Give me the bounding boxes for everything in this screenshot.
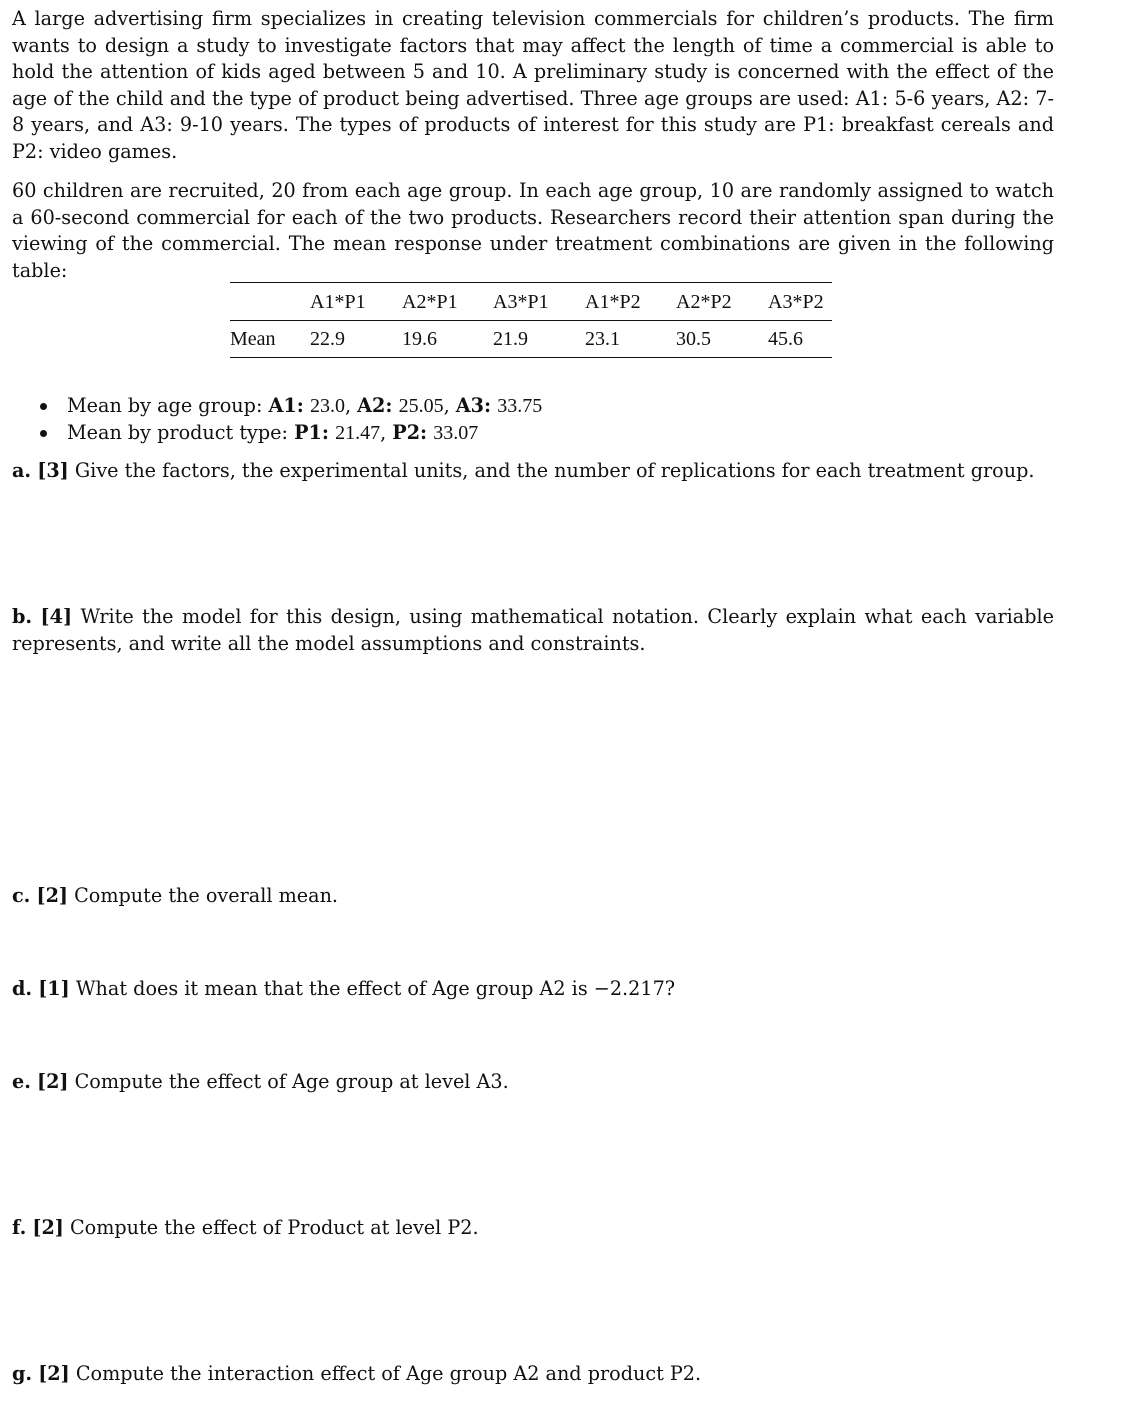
table-header-a1p2: A1*P2: [585, 291, 641, 313]
table-header-a1p1: A1*P1: [310, 291, 366, 313]
table-cell-a1p2: 23.1: [585, 328, 620, 350]
product-type-means: Mean by product type: P1: 21.47, P2: 33.07: [67, 421, 479, 444]
intro-paragraph-2: 60 children are recruited, 20 from each age group. In each age group, 10 are randomly assigned to watch a 60-second commercial for each of the two products. Researchers record their attention span during the viewing of the commercial. The mean response under treatment combinations are given in the following table:: [12, 179, 1054, 282]
table-top-rule: [230, 282, 832, 283]
question-e: e. [2] Compute the effect of Age group at level A3.: [12, 1070, 509, 1093]
table-header-a2p2: A2*P2: [676, 291, 732, 313]
bullet-icon: [40, 430, 47, 437]
question-d: d. [1] What does it mean that the effect of Age group A2 is −2.217?: [12, 977, 676, 1000]
question-b: b. [4] Write the model for this design, using mathematical notation. Clearly explain what each variable represents, and write all the model assumptions and constraints.: [12, 605, 1054, 655]
table-header-a3p2: A3*P2: [768, 291, 824, 313]
question-a: a. [3] Give the factors, the experimental units, and the number of replications for each treatment group.: [12, 459, 1035, 482]
table-cell-a2p1: 19.6: [402, 328, 437, 350]
table-cell-a3p1: 21.9: [493, 328, 528, 350]
question-g: g. [2] Compute the interaction effect of Age group A2 and product P2.: [12, 1362, 702, 1385]
question-c: c. [2] Compute the overall mean.: [12, 884, 339, 907]
table-cell-a3p2: 45.6: [768, 328, 803, 350]
table-cell-a1p1: 22.9: [310, 328, 345, 350]
table-bottom-rule: [230, 357, 832, 358]
bullet-icon: [40, 403, 47, 410]
table-cell-a2p2: 30.5: [676, 328, 711, 350]
table-header-a2p1: A2*P1: [402, 291, 458, 313]
table-row-label: Mean: [230, 328, 276, 350]
table-header-a3p1: A3*P1: [493, 291, 549, 313]
intro-paragraph-1: A large advertising firm specializes in creating television commercials for children’s products. The firm wants to design a study to investigate factors that may affect the length of time a commercial is able to hold the attention of kids aged between 5 and 10. A preliminary study is concerned with the effect of the age of the child and the type of product being advertised. Three age groups are used: A1: 5-6 years, A2: 7-8 years, and A3: 9-10 years. The types of products of interest for this study are P1: breakfast cereals and P2: video games.: [12, 7, 1054, 163]
age-group-means: Mean by age group: A1: 23.0, A2: 25.05, A3: 33.75: [67, 394, 543, 417]
question-f: f. [2] Compute the effect of Product at level P2.: [12, 1216, 479, 1239]
table-header-rule: [230, 320, 832, 321]
